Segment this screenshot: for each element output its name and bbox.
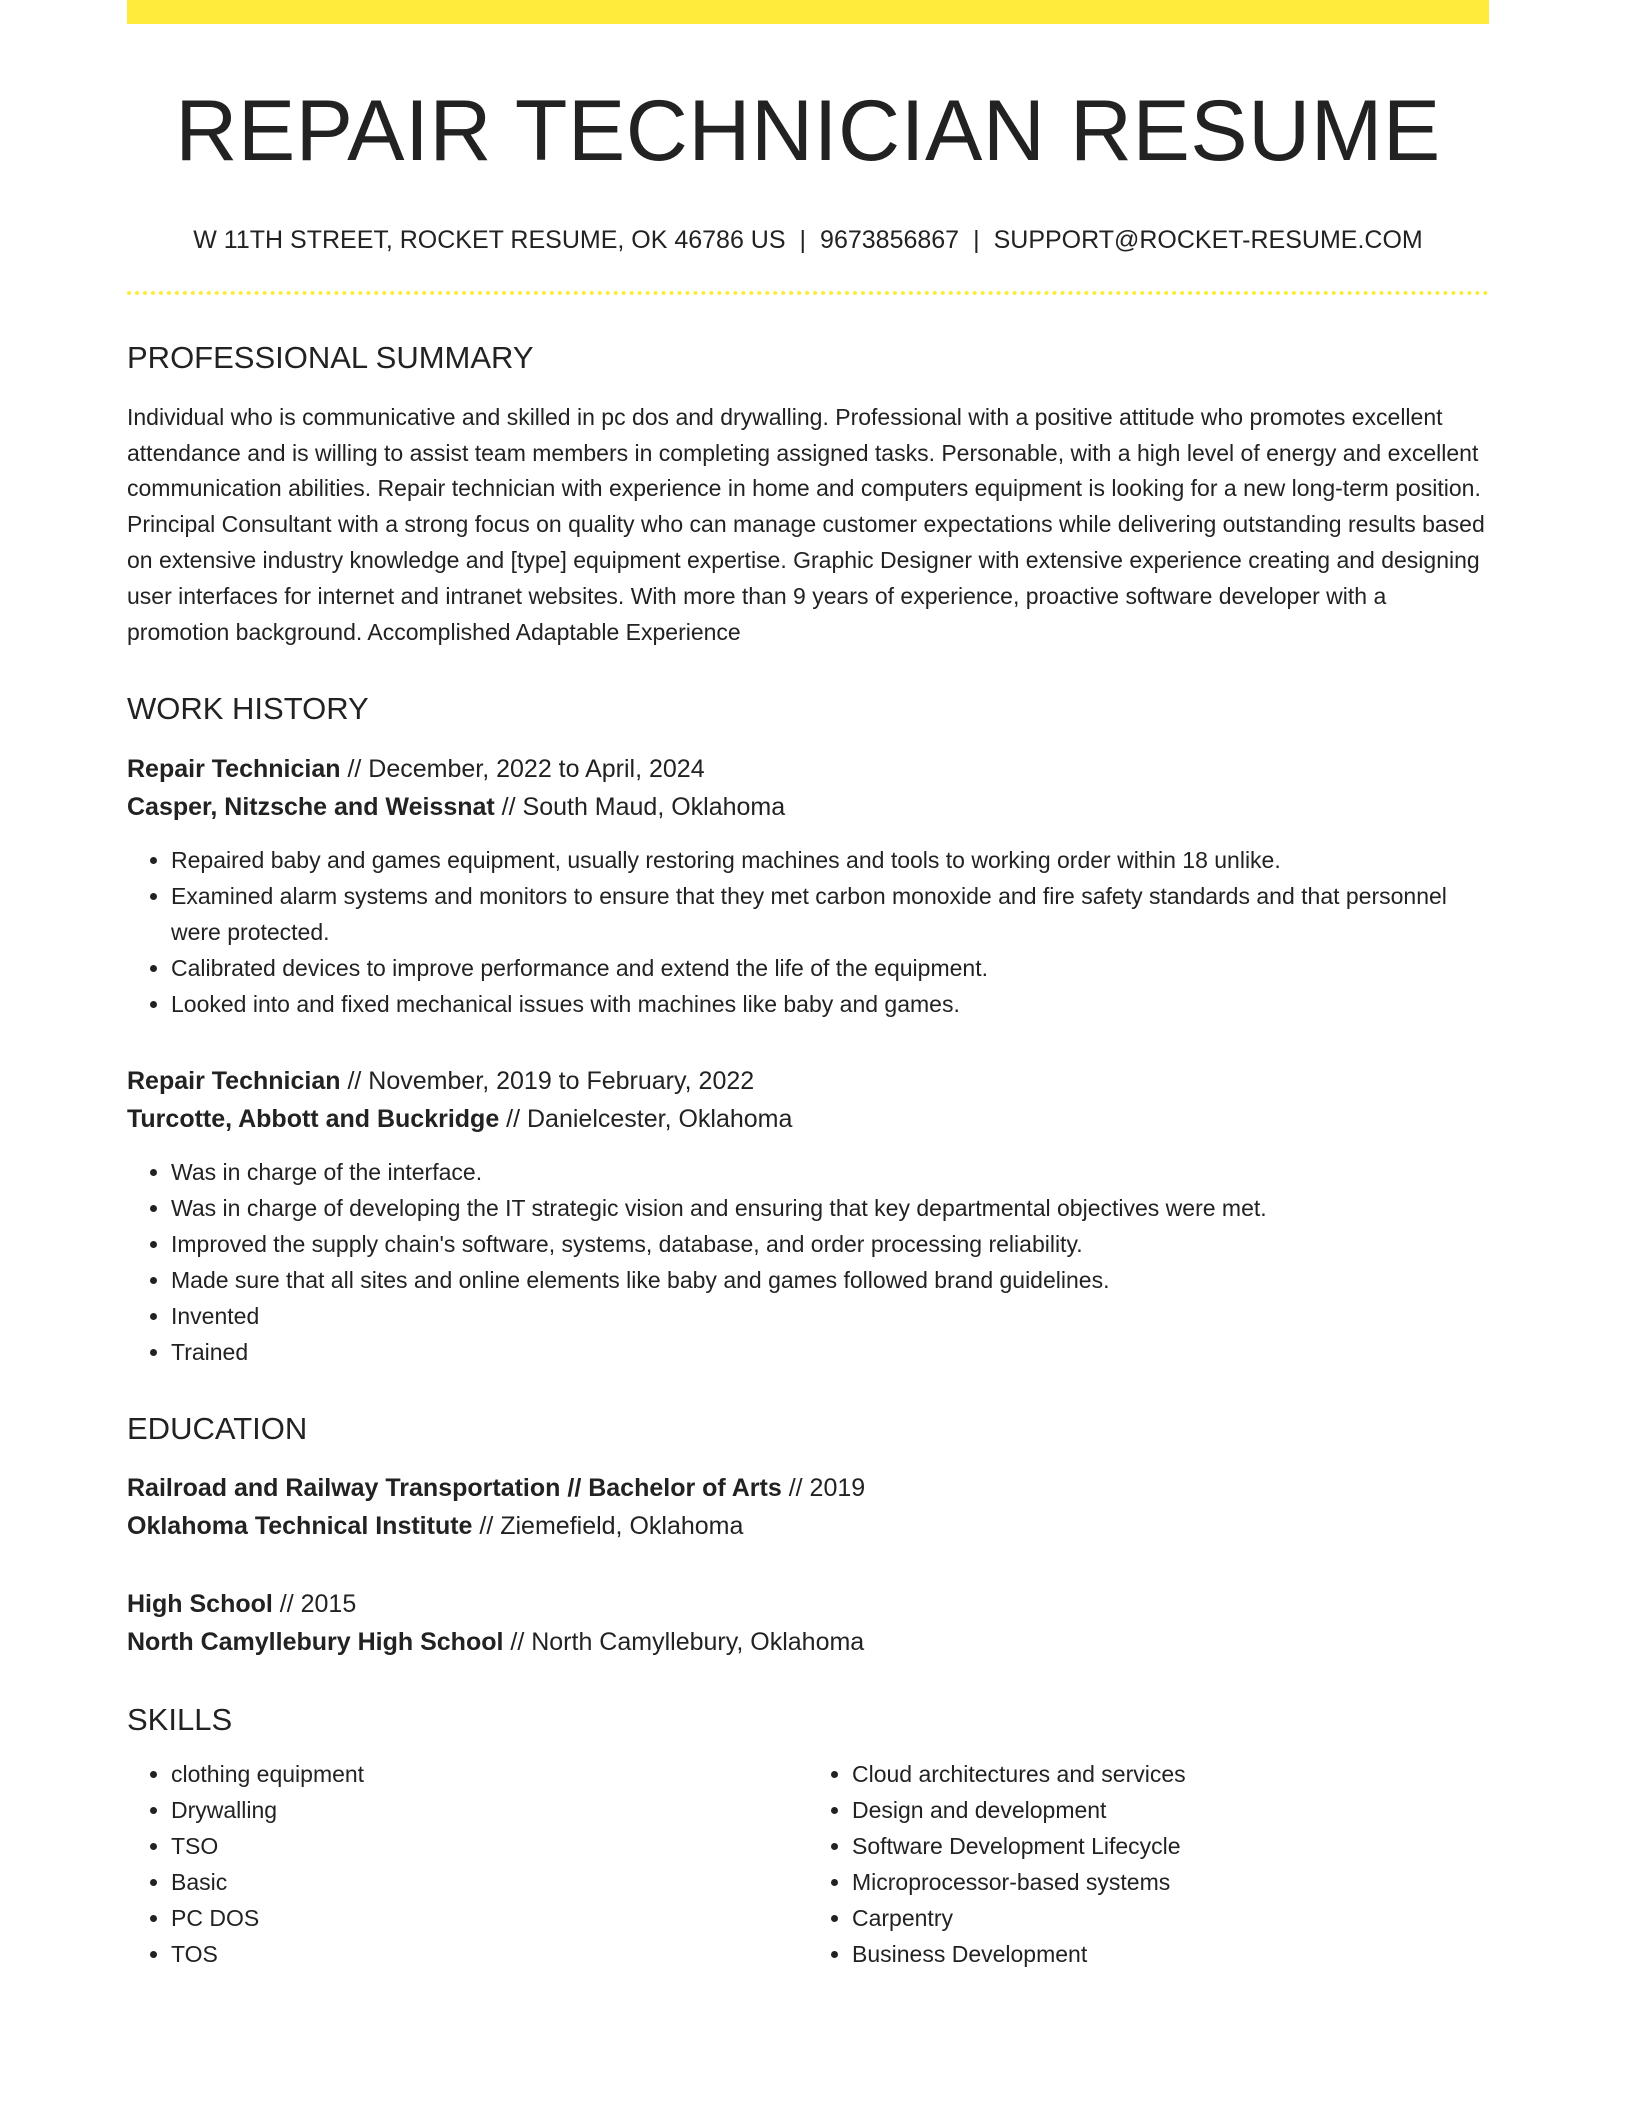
- list-item: • Invented: [171, 1298, 1489, 1334]
- skills-list: [127, 1756, 1489, 1972]
- education-location: // North Camyllebury, Oklahoma: [503, 1627, 865, 1656]
- header-divider: [127, 291, 1489, 295]
- skills-column-left: [127, 1756, 808, 1972]
- education-degree-line: [127, 1585, 1489, 1623]
- job-dates: // December, 2022 to April, 2024: [340, 754, 705, 783]
- list-item: • Drywalling: [171, 1792, 808, 1828]
- resume-page: [127, 0, 1489, 1972]
- education-entry: [127, 1585, 1489, 1661]
- list-item: • Basic: [171, 1864, 808, 1900]
- job-title-line: [127, 750, 1489, 788]
- list-item: • Calibrated devices to improve performance and extend the life of the equipment.: [171, 950, 1489, 986]
- contact-separator: |: [799, 225, 807, 254]
- list-item: • Design and development: [852, 1792, 1489, 1828]
- list-item: • Was in charge of the interface.: [171, 1154, 1489, 1190]
- skills-column-right: [808, 1756, 1489, 1972]
- education-school: North Camyllebury High School: [127, 1627, 504, 1656]
- education-location: // Ziemefield, Oklahoma: [472, 1511, 744, 1540]
- job-company: Turcotte, Abbott and Buckridge: [127, 1104, 500, 1133]
- contact-email: SUPPORT@ROCKET-RESUME.COM: [993, 225, 1423, 254]
- job-entry: [127, 1062, 1489, 1370]
- job-company-line: [127, 788, 1489, 826]
- list-item: • Business Development: [852, 1936, 1489, 1972]
- list-item: • PC DOS: [171, 1900, 808, 1936]
- job-company-line: [127, 1100, 1489, 1138]
- job-location: // Danielcester, Oklahoma: [499, 1104, 793, 1133]
- list-item: • Carpentry: [852, 1900, 1489, 1936]
- list-item: • Looked into and fixed mechanical issues with machines like baby and games.: [171, 986, 1489, 1022]
- education-entry: [127, 1469, 1489, 1545]
- list-item: • Software Development Lifecycle: [852, 1828, 1489, 1864]
- list-item: • TOS: [171, 1936, 808, 1972]
- list-item: • Repaired baby and games equipment, usually restoring machines and tools to working order within 18 unlike.: [171, 842, 1489, 878]
- contact-line: [127, 225, 1489, 255]
- list-item: • Microprocessor-based systems: [852, 1864, 1489, 1900]
- job-bullet-list: [127, 1154, 1489, 1370]
- education-school: Oklahoma Technical Institute: [127, 1511, 473, 1540]
- resume-title: REPAIR TECHNICIAN RESUME: [175, 83, 1441, 179]
- education-year: // 2015: [272, 1589, 357, 1618]
- list-item: • clothing equipment: [171, 1756, 808, 1792]
- contact-phone: 9673856867: [820, 225, 960, 254]
- job-role: Repair Technician: [127, 1066, 341, 1095]
- list-item: • Made sure that all sites and online elements like baby and games followed brand guidelines.: [171, 1262, 1489, 1298]
- education-school-line: [127, 1507, 1489, 1545]
- top-accent-bar: [127, 0, 1489, 24]
- education-year: // 2019: [781, 1473, 866, 1502]
- education-heading: EDUCATION: [127, 1410, 308, 1446]
- job-bullet-list: [127, 842, 1489, 1022]
- contact-separator: |: [973, 225, 980, 254]
- list-item: • Was in charge of developing the IT strategic vision and ensuring that key departmental objectives were met.: [171, 1190, 1489, 1226]
- contact-address: W 11TH STREET, ROCKET RESUME, OK 46786 US: [193, 225, 786, 254]
- job-role: Repair Technician: [127, 754, 341, 783]
- skills-heading: SKILLS: [127, 1701, 233, 1737]
- list-item: • Examined alarm systems and monitors to ensure that they met carbon monoxide and fire safety standards and that personnel were protected.: [171, 878, 1489, 950]
- list-item: • Trained: [171, 1334, 1489, 1370]
- education-degree-line: [127, 1469, 1489, 1507]
- summary-heading: PROFESSIONAL SUMMARY: [127, 339, 534, 375]
- job-entry: [127, 750, 1489, 1022]
- list-item: • Improved the supply chain's software, systems, database, and order processing reliability.: [171, 1226, 1489, 1262]
- job-company: Casper, Nitzsche and Weissnat: [127, 792, 495, 821]
- summary-text: Individual who is communicative and skilled in pc dos and drywalling. Professional with a positive attitude who promotes excellent attendance and is willing to assist team members in completing assigned tasks. Personable, with a high level of energy and excellent communication abilities. Repair technician with experience in home and computers equipment is looking for a new long-term position. Principal Consultant with a strong focus on quality who can manage customer expectations while delivering outstanding results based on extensive industry knowledge and [type] equipment expertise. Graphic Designer with extensive experience creating and designing user interfaces for internet and intranet websites. With more than 9 years of experience, proactive software developer with a promotion background. Accomplished Adaptable Experience: [127, 403, 1485, 645]
- education-school-line: [127, 1623, 1489, 1661]
- work-history-heading: WORK HISTORY: [127, 691, 369, 727]
- job-title-line: [127, 1062, 1489, 1100]
- education-degree: Railroad and Railway Transportation // Bachelor of Arts: [127, 1473, 782, 1502]
- job-location: // South Maud, Oklahoma: [494, 792, 786, 821]
- list-item: • Cloud architectures and services: [852, 1756, 1489, 1792]
- list-item: • TSO: [171, 1828, 808, 1864]
- job-dates: // November, 2019 to February, 2022: [340, 1066, 755, 1095]
- education-degree: High School: [127, 1589, 273, 1618]
